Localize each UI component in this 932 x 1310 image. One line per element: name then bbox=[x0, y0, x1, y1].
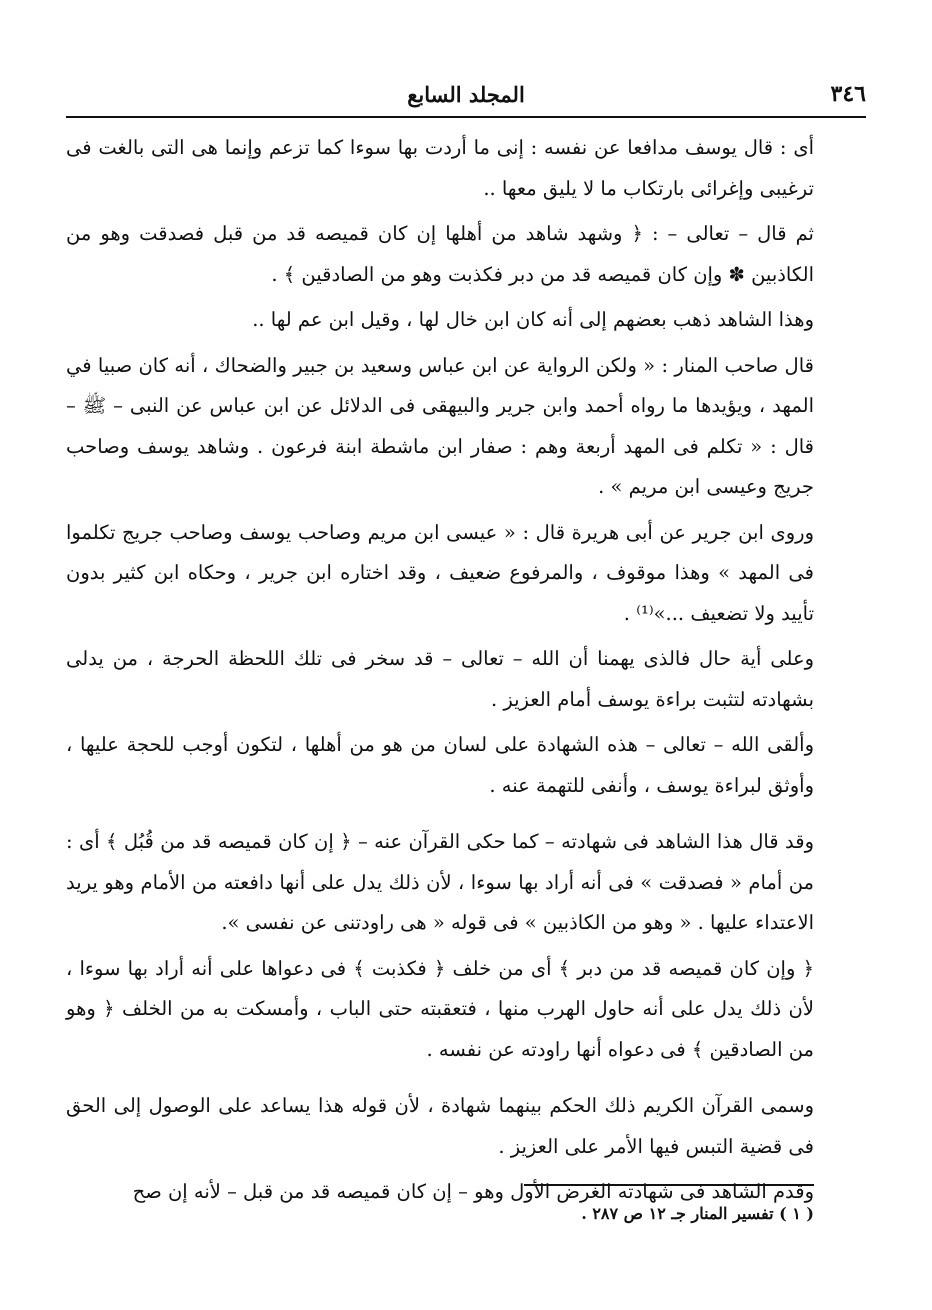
page-header bbox=[66, 76, 866, 112]
paragraph: وألقى الله – تعالى – هذه الشهادة على لسان من هو من أهلها ، لتكون أوجب للحجة عليها ، وأوثق لبراءة يوسف ، وأنفى للتهمة عنه . bbox=[66, 733, 814, 797]
paragraph: أى : قال يوسف مدافعا عن نفسه : إنى ما أردت بها سوءا كما تزعم وإنما هى التى بالغت فى ترغيبى وإغرائى بارتكاب ما لا يليق معها .. bbox=[66, 136, 814, 200]
paragraph: وروى ابن جرير عن أبى هريرة قال : « عيسى ابن مريم وصاحب يوسف وصاحب جريج تكلموا فى المهد » وهذا موقوف ، والمرفوع ضعيف ، وقد اختاره ابن جرير ، وحكاه ابن كثير بدون تأييد ولا تضعيف ...»⁽¹⁾ . bbox=[66, 520, 814, 625]
volume-title: المجلد السابع bbox=[407, 81, 525, 107]
paragraph: وسمى القرآن الكريم ذلك الحكم بينهما شهادة ، لأن قوله هذا يساعد على الوصول إلى الحق فى قضية التبس فيها الأمر على العزيز . bbox=[66, 1094, 814, 1158]
footnote: ( ١ ) تفسير المنار جـ ١٢ ص ٢٨٧ . bbox=[581, 1204, 814, 1223]
paragraph: ﴿ وإن كان قميصه قد من دبر ﴾ أى من خلف ﴿ فكذبت ﴾ فى دعواها على أنه أراد بها سوءا ، لأن ذلك يدل على أنه حاول الهرب منها ، فتعقبته حتى الباب ، وأمسكت به من الخلف ﴿ وهو من الصادقين ﴾ فى دعواه أنها راودته عن نفسه . bbox=[66, 956, 814, 1061]
paragraph: وعلى أية حال فالذى يهمنا أن الله – تعالى – قد سخر فى تلك اللحظة الحرجة ، من يدلى بشهادته لتثبت براءة يوسف أمام العزيز . bbox=[66, 647, 814, 711]
paragraph: وقد قال هذا الشاهد فى شهادته – كما حكى القرآن عنه – ﴿ إن كان قميصه قد من قُبُل ﴾ أى : من أمام « فصدقت » فى أنه أراد بها سوءا ، لأن ذلك يدل على أنها دافعته من الأمام وهو يريد الاعتداء عليها . « وهو من الكاذبين » فى قوله « هى راودتنى عن نفسى ». bbox=[66, 830, 814, 934]
paragraph: ثم قال – تعالى – : ﴿ وشهد شاهد من أهلها إن كان قميصه قد من قبل فصدقت وهو من الكاذبين ✽ وإن كان قميصه قد من دبر فكذبت وهو من الصادقين ﴾ . bbox=[66, 222, 814, 286]
page-body bbox=[66, 128, 814, 1218]
paragraph: وقدم الشاهد فى شهادته الغرض الأول وهو – إن كان قميصه قد من قبل – لأنه إن صح bbox=[132, 1180, 814, 1203]
paragraph: قال صاحب المنار : « ولكن الرواية عن ابن عباس وسعيد بن جبير والضحاك ، أنه كان صبيا في المهد ، ويؤيدها ما رواه أحمد وابن جرير والبيهقى فى الدلائل عن ابن عباس عن النبى – ﷺ – قال : « تكلم فى المهد أربعة وهم : صفار ابن ماشطة ابنة فرعون . وشاهد يوسف وصاحب جريج وعيسى ابن مريم » . bbox=[66, 353, 814, 498]
header-rule bbox=[66, 116, 866, 118]
page-number: ٣٤٦ bbox=[830, 81, 866, 107]
footnote-rule bbox=[524, 1184, 814, 1186]
paragraph: وهذا الشاهد ذهب بعضهم إلى أنه كان ابن خال لها ، وقيل ابن عم لها .. bbox=[252, 308, 814, 331]
